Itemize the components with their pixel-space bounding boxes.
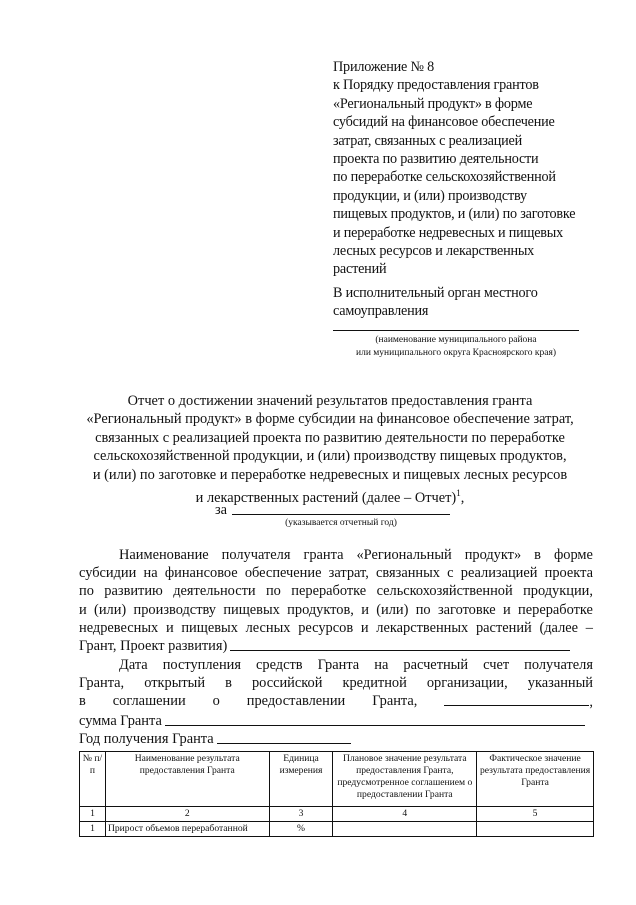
- word: на: [143, 565, 158, 582]
- word: в: [534, 547, 541, 563]
- word: с: [447, 565, 454, 582]
- word: –: [585, 619, 593, 636]
- word: затрат,: [328, 565, 369, 582]
- period-caption: (указывается отчетный год): [285, 518, 397, 528]
- word: реализацией: [460, 565, 538, 582]
- recipient-block: [333, 284, 618, 321]
- word: и: [503, 601, 511, 618]
- word: заготовке: [437, 601, 496, 618]
- title-line: [60, 484, 600, 507]
- appendix-line: субсидий на финансовое обеспечение: [333, 114, 555, 131]
- title-line: и (или) по заготовке и переработке недревесных и пищевых лесных ресурсов: [92, 466, 568, 483]
- row-actual-value[interactable]: [477, 822, 594, 837]
- organization-caption: [333, 334, 579, 359]
- header-actual-value: Фактическое значение результата предоставления Гранта: [477, 752, 594, 807]
- column-number: 3: [269, 807, 333, 822]
- word: Гранта,: [79, 675, 125, 692]
- row-unit: %: [269, 822, 333, 837]
- column-number: 1: [80, 807, 106, 822]
- grant-date-fill-line[interactable]: [444, 692, 589, 706]
- word: обеспечение: [244, 565, 322, 582]
- word: кредитной: [342, 675, 407, 692]
- word: деятельности: [173, 583, 256, 600]
- word: и: [79, 601, 87, 618]
- word: продуктов,: [287, 601, 354, 618]
- para-line: [79, 546, 593, 564]
- title-line: Отчет о достижении значений результатов предоставления гранта: [127, 393, 533, 409]
- appendix-line: пищевых продуктов, и (или) по заготовке: [333, 206, 576, 223]
- para-line: [79, 712, 593, 730]
- para-line: [79, 564, 593, 582]
- para-line: [79, 692, 593, 711]
- line-comma: ,: [589, 694, 593, 711]
- title-line: сельскохозяйственной продукции, и (или) производству пищевых продуктов,: [93, 448, 567, 465]
- word: сельскохозяйственной: [376, 583, 513, 600]
- recipient-name-fill-line[interactable]: [230, 637, 570, 651]
- word: «Региональный: [356, 547, 452, 563]
- grant-amount-label: сумма Гранта: [79, 712, 162, 729]
- title-line: «Региональный продукт» в форме субсидии на финансовое обеспечение затрат,: [86, 411, 574, 428]
- word: поступления: [162, 657, 241, 673]
- word: субсидии: [79, 565, 137, 582]
- period-fill-line[interactable]: [232, 514, 450, 515]
- appendix-line: лесных ресурсов и лекарственных: [333, 243, 535, 260]
- recipient-line: В исполнительный орган местного: [333, 285, 538, 301]
- word: лесных: [245, 619, 291, 636]
- word: продукт»: [464, 547, 522, 563]
- word: лекарственных: [376, 619, 469, 636]
- title-last-text: и лекарственных растений (далее – Отчет): [195, 489, 457, 506]
- caption-line: (наименование муниципального района: [375, 335, 537, 345]
- row-planned-value[interactable]: [333, 822, 477, 837]
- word: продукции,: [523, 583, 593, 600]
- word: соглашении: [112, 693, 186, 710]
- appendix-line: растений: [333, 261, 387, 278]
- word: по: [79, 583, 94, 600]
- table-numbering-row: [80, 807, 594, 822]
- footnote-mark: 1: [456, 488, 461, 499]
- header-planned-value: Плановое значение результата предоставления Гранта, предусмотренное соглашением о предоставлении Гранта: [333, 752, 477, 807]
- column-number: 2: [105, 807, 269, 822]
- word: Гранта: [317, 657, 360, 673]
- grant-amount-fill-line[interactable]: [165, 712, 585, 726]
- word: ресурсов: [298, 619, 354, 636]
- column-number: 4: [333, 807, 477, 822]
- word: связанных: [376, 565, 440, 582]
- results-table: [79, 751, 594, 837]
- appendix-line: затрат, связанных с реализацией: [333, 132, 523, 149]
- word: пищевых: [223, 601, 280, 618]
- word: получателя: [524, 657, 593, 673]
- word: (или): [376, 601, 409, 618]
- appendix-line: продукции, и (или) производству: [333, 187, 527, 204]
- word: и: [165, 619, 174, 636]
- para-last-text: Грант, Проект развития): [79, 638, 228, 655]
- word: о: [212, 693, 220, 710]
- appendix-line: Приложение № 8: [333, 59, 435, 75]
- appendix-line: и переработке недревесных и пищевых: [333, 224, 564, 241]
- recipient-name-paragraph: [79, 546, 593, 655]
- word: проекта: [544, 565, 593, 582]
- word: организации,: [426, 675, 508, 692]
- word: российской: [251, 675, 323, 692]
- appendix-line: проекта по развитию деятельности: [333, 151, 539, 168]
- word: по: [415, 601, 431, 618]
- word: Гранта,: [372, 693, 418, 710]
- para-line: [79, 601, 593, 619]
- grant-year-fill-line[interactable]: [217, 730, 351, 744]
- period-label: за: [215, 502, 228, 518]
- para-line: [79, 674, 593, 692]
- para-line: [79, 619, 593, 637]
- word: Дата: [119, 657, 148, 673]
- word: в: [225, 675, 232, 692]
- word: получателя: [221, 547, 291, 563]
- row-number: 1: [80, 822, 106, 837]
- header-unit: Единица измерения: [269, 752, 333, 807]
- word: (или): [94, 601, 127, 618]
- grant-year-label: Год получения Гранта: [79, 730, 214, 747]
- word: в: [79, 693, 86, 710]
- word: производству: [133, 601, 216, 618]
- header-number: № п/п: [80, 752, 106, 807]
- organization-fill-line[interactable]: [333, 330, 579, 331]
- word: указанный: [527, 675, 593, 692]
- word: пищевых: [181, 619, 238, 636]
- word: недревесных: [79, 619, 159, 636]
- report-title: [60, 392, 600, 507]
- title-line: связанных с реализацией проекта по развитию деятельности по переработке: [95, 429, 565, 446]
- word: и: [361, 601, 369, 618]
- para-line: [79, 582, 593, 600]
- table-row: [80, 822, 594, 837]
- para-line: [79, 637, 593, 655]
- word: гранта: [303, 547, 344, 563]
- appendix-block: [333, 58, 618, 279]
- word: расчетный: [403, 657, 469, 673]
- word: и: [360, 619, 369, 636]
- row-result-name: Прирост объемов переработанной: [105, 822, 269, 837]
- word: переработке: [291, 583, 367, 600]
- para-line: [79, 730, 593, 748]
- grant-date-paragraph: [79, 656, 593, 748]
- word: развитию: [104, 583, 163, 600]
- word: финансовое: [164, 565, 238, 582]
- word: по: [265, 583, 281, 600]
- word: форме: [553, 547, 593, 563]
- word: открытый: [144, 675, 206, 692]
- word: Наименование: [119, 547, 209, 563]
- appendix-line: «Региональный продукт» в форме: [333, 95, 533, 112]
- recipient-line: самоуправления: [333, 303, 429, 320]
- column-number: 5: [477, 807, 594, 822]
- appendix-line: по переработке сельскохозяйственной: [333, 169, 556, 186]
- word: переработке: [518, 601, 593, 618]
- title-trailing: ,: [460, 489, 465, 506]
- para-line: [79, 656, 593, 674]
- word: средств: [256, 657, 303, 673]
- word: счет: [483, 657, 510, 673]
- word: на: [374, 657, 389, 673]
- appendix-line: к Порядку предоставления грантов: [333, 77, 539, 94]
- word: растений: [475, 619, 532, 636]
- word: предоставлении: [246, 693, 346, 710]
- table-header-row: [80, 752, 594, 807]
- word: (далее: [539, 619, 579, 636]
- caption-line: или муниципального округа Красноярского края): [356, 347, 556, 358]
- header-result-name: Наименование результата предоставления Гранта: [105, 752, 269, 807]
